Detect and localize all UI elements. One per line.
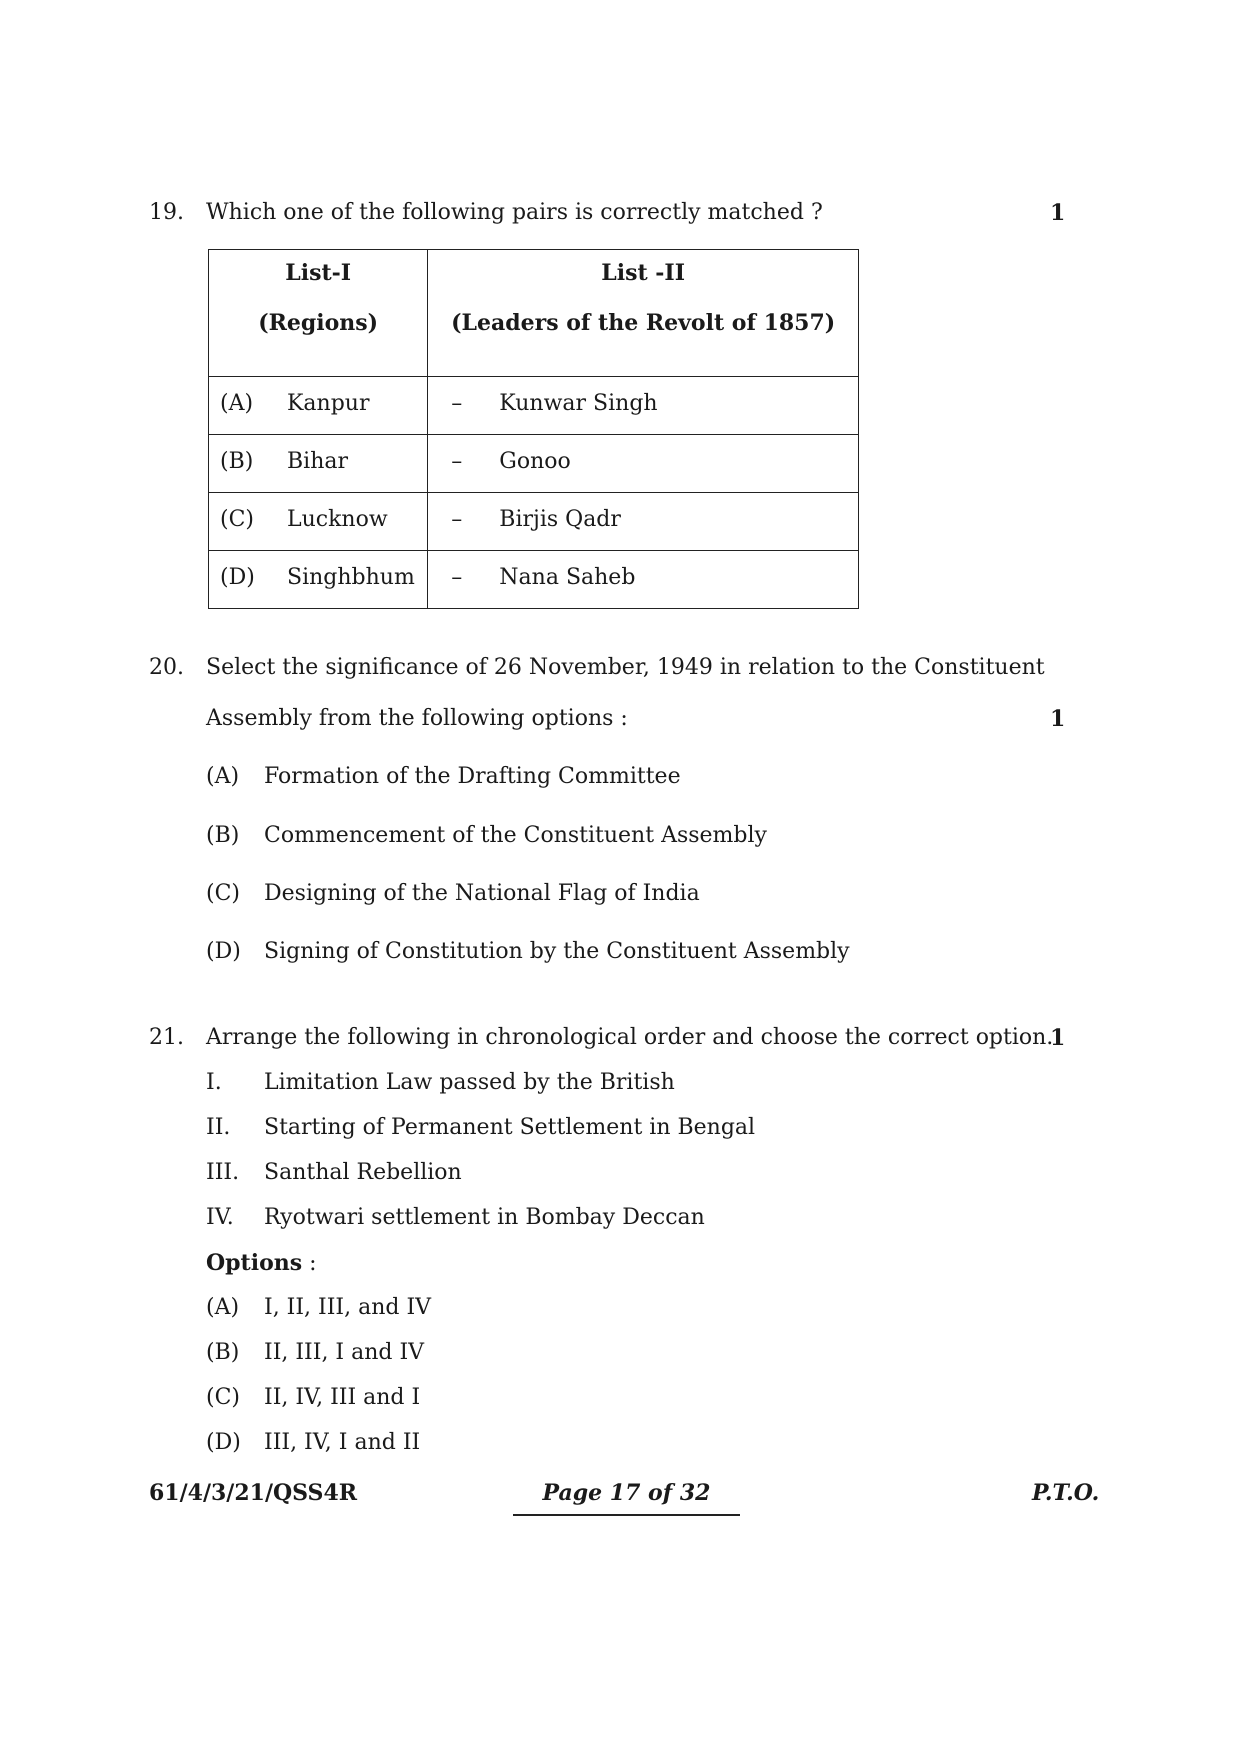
q21-option-c-letter: (C) <box>206 1385 240 1410</box>
row-letter: (B) <box>220 449 254 474</box>
row-dash: – <box>451 565 463 590</box>
table-row <box>209 493 859 551</box>
table-row <box>209 435 859 493</box>
region-cell <box>209 377 428 435</box>
list-2-title: List -II <box>601 260 686 286</box>
question-21-marks: 1 <box>1050 1025 1066 1051</box>
q20-option-d-letter: (D) <box>206 939 241 964</box>
region-name: Bihar <box>287 449 349 474</box>
pto-label: P.T.O. <box>1032 1480 1100 1506</box>
list-2-subtitle: (Leaders of the Revolt of 1857) <box>451 310 836 336</box>
region-name: Kanpur <box>287 391 370 416</box>
page-number: Page 17 of 32 <box>513 1480 740 1516</box>
statement-4-numeral: IV. <box>206 1205 234 1230</box>
leader-cell <box>428 435 859 493</box>
paper-code: 61/4/3/21/QSS4R <box>149 1480 358 1506</box>
question-20-text-line1: Select the significance of 26 November, 1949 in relation to the Constituent <box>206 655 1045 680</box>
match-table-header <box>209 250 859 377</box>
q21-option-a-text: I, II, III, and IV <box>264 1295 432 1320</box>
region-cell <box>209 551 428 609</box>
leader-cell <box>428 377 859 435</box>
q20-option-d-text: Signing of Constitution by the Constituent Assembly <box>264 939 850 964</box>
question-20-number: 20. <box>149 655 184 680</box>
options-label-text: Options <box>206 1250 303 1276</box>
row-letter: (A) <box>220 391 254 416</box>
question-20-marks: 1 <box>1050 706 1066 732</box>
q21-option-a-letter: (A) <box>206 1295 240 1320</box>
region-name: Lucknow <box>287 507 388 532</box>
list-1-header <box>209 250 428 377</box>
q21-option-d-text: III, IV, I and II <box>264 1430 421 1455</box>
row-dash: – <box>451 507 463 532</box>
region-name: Singhbhum <box>287 565 415 590</box>
statement-3-text: Santhal Rebellion <box>264 1160 462 1185</box>
leader-cell <box>428 551 859 609</box>
question-19-number: 19. <box>149 200 184 225</box>
statement-2-text: Starting of Permanent Settlement in Bengal <box>264 1115 756 1140</box>
options-label-colon: : <box>302 1251 317 1276</box>
statement-1-text: Limitation Law passed by the British <box>264 1070 675 1095</box>
match-table <box>208 249 859 609</box>
q20-option-a-letter: (A) <box>206 764 240 789</box>
row-letter: (D) <box>220 565 255 590</box>
row-dash: – <box>451 449 463 474</box>
region-cell <box>209 435 428 493</box>
table-row <box>209 377 859 435</box>
q21-option-c-text: II, IV, III and I <box>264 1385 421 1410</box>
q20-option-c-text: Designing of the National Flag of India <box>264 881 700 906</box>
table-row <box>209 551 859 609</box>
list-1-title: List-I <box>285 260 352 286</box>
question-19-text: Which one of the following pairs is correctly matched ? <box>206 200 823 225</box>
q20-option-a-text: Formation of the Drafting Committee <box>264 764 681 789</box>
leader-name: Nana Saheb <box>499 565 636 590</box>
statement-3-numeral: III. <box>206 1160 240 1185</box>
question-21-number: 21. <box>149 1025 184 1050</box>
q20-option-b-letter: (B) <box>206 823 240 848</box>
leader-name: Gonoo <box>499 449 571 474</box>
row-letter: (C) <box>220 507 254 532</box>
q20-option-c-letter: (C) <box>206 881 240 906</box>
q21-option-b-letter: (B) <box>206 1340 240 1365</box>
statement-1-numeral: I. <box>206 1070 222 1095</box>
question-19-marks: 1 <box>1050 200 1066 226</box>
q21-option-b-text: II, III, I and IV <box>264 1340 425 1365</box>
statement-4-text: Ryotwari settlement in Bombay Deccan <box>264 1205 705 1230</box>
q21-option-d-letter: (D) <box>206 1430 241 1455</box>
question-20-text-line2: Assembly from the following options : <box>206 706 628 731</box>
options-label <box>206 1250 317 1276</box>
leader-cell <box>428 493 859 551</box>
statement-2-numeral: II. <box>206 1115 231 1140</box>
leader-name: Kunwar Singh <box>499 391 658 416</box>
leader-name: Birjis Qadr <box>499 507 621 532</box>
q20-option-b-text: Commencement of the Constituent Assembly <box>264 823 767 848</box>
row-dash: – <box>451 391 463 416</box>
list-2-header <box>428 250 859 377</box>
list-1-subtitle: (Regions) <box>258 310 379 336</box>
region-cell <box>209 493 428 551</box>
question-21-text: Arrange the following in chronological order and choose the correct option. <box>206 1025 1054 1050</box>
